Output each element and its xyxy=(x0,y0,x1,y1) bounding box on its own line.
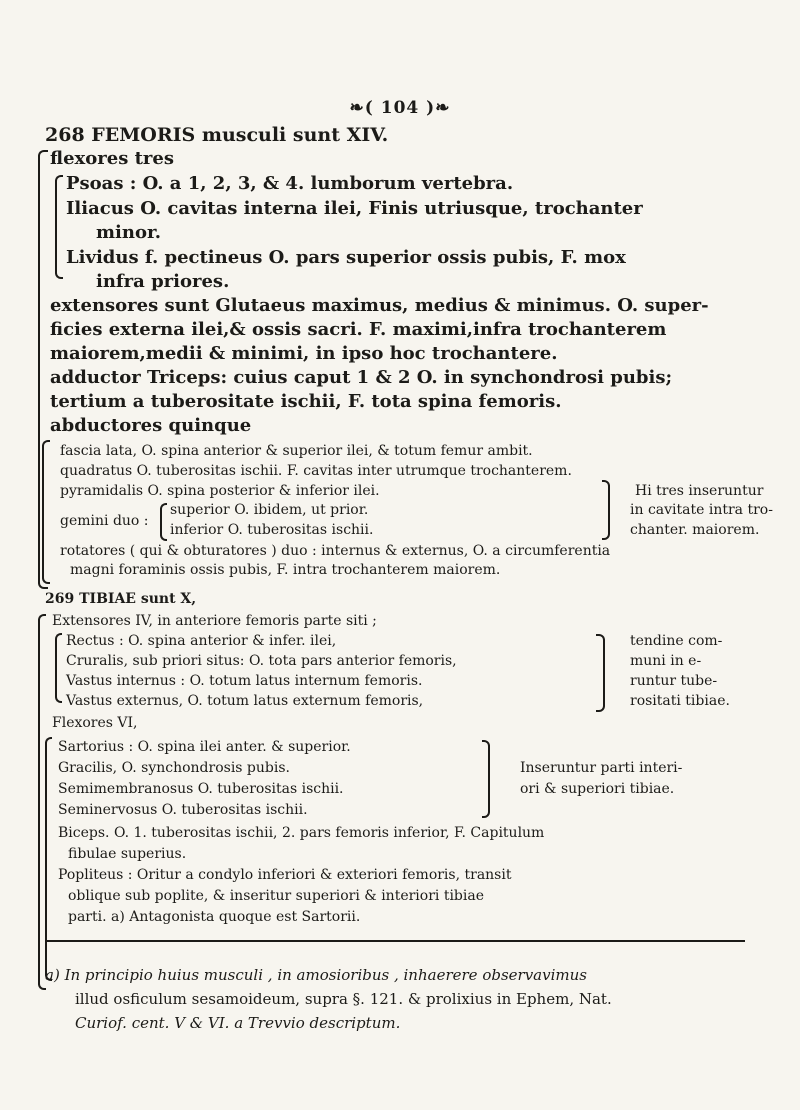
running-head: 268 FEMORIS musculi sunt XIV. xyxy=(45,124,389,146)
brace-flexores xyxy=(55,175,63,279)
page-number: ❧( 104 )❧ xyxy=(349,98,451,118)
brace-extensores-tibiae xyxy=(55,633,62,703)
brace-gemini xyxy=(160,503,167,541)
entry-iliacus-cont: minor. xyxy=(96,222,162,243)
extensores-line-3: maiorem,medii & minimi, in ipso hoc trochantere. xyxy=(50,343,558,364)
footnote-line-1: a) In principio huius musculi , in amosioribus , inhaerere observavimus xyxy=(45,966,587,984)
flexores-tibiae: Flexores VI, xyxy=(52,715,138,731)
brace-inseruntur xyxy=(482,740,490,818)
entry-rotatores-cont: magni foraminis ossis pubis, F. intra trochanterem maiorem. xyxy=(70,562,501,578)
entry-seminervosus: Seminervosus O. tuberositas ischii. xyxy=(58,802,308,818)
footnote-rule xyxy=(45,940,745,942)
footnote-line-3: Curiof. cent. V & VI. a Trevvio descriptum. xyxy=(75,1014,401,1032)
extensores-line-1: extensores sunt Glutaeus maximus, medius & minimus. O. super- xyxy=(50,295,709,316)
entry-gracilis: Gracilis, O. synchondrosis pubis. xyxy=(58,760,290,776)
entry-rotatores: rotatores ( qui & obturatores ) duo : internus & externus, O. a circumferentia xyxy=(60,543,611,559)
footnote-line-2: illud osficulum sesamoideum, supra §. 121. & prolixius in Ephem, Nat. xyxy=(75,990,612,1008)
brace-flexores-tibiae xyxy=(45,737,52,981)
entry-biceps: Biceps. O. 1. tuberositas ischii, 2. pars femoris inferior, F. Capitulum xyxy=(58,825,545,841)
entry-sartorius: Sartorius : O. spina ilei anter. & superior. xyxy=(58,739,351,755)
flexores-heading: flexores tres xyxy=(50,148,174,169)
entry-popliteus: Popliteus : Oritur a condylo inferiori & exteriori femoris, transit xyxy=(58,867,512,883)
entry-gemini-inferior: inferior O. tuberositas ischii. xyxy=(170,522,374,538)
abductores-heading: abductores quinque xyxy=(50,415,252,436)
hi-tres-note: Hi tres inseruntur xyxy=(635,483,764,499)
entry-popliteus-cont-1: oblique sub poplite, & inseritur superiori & interiori tibiae xyxy=(68,888,485,904)
entry-semimembranosus: Semimembranosus O. tuberositas ischii. xyxy=(58,781,344,797)
extensores-line-2: ficies externa ilei,& ossis sacri. F. maximi,infra trochanterem xyxy=(50,319,667,340)
brace-tendine xyxy=(596,634,605,712)
brace-abductores xyxy=(42,440,50,584)
adductor-line-2: tertium a tuberositate ischii, F. tota spina femoris. xyxy=(50,391,562,412)
tendine-note-1: tendine com- xyxy=(630,633,723,649)
extensores-tibiae: Extensores IV, in anteriore femoris parte siti ; xyxy=(52,613,377,629)
gemini-label: gemini duo : xyxy=(60,513,149,529)
section-269-heading: 269 TIBIAE sunt X, xyxy=(45,591,197,607)
inseruntur-note-1: Inseruntur parti interi- xyxy=(520,760,683,776)
entry-vastus-externus: Vastus externus, O. totum latus externum femoris, xyxy=(66,693,424,709)
brace-gemini-right xyxy=(602,480,610,540)
entry-lividus-cont: infra priores. xyxy=(96,271,230,292)
entry-vastus-internus: Vastus internus : O. totum latus internum femoris. xyxy=(66,673,423,689)
cavitate-note: in cavitate intra tro- xyxy=(630,502,773,518)
entry-psoas: Psoas : O. a 1, 2, 3, & 4. lumborum vertebra. xyxy=(66,173,514,194)
entry-fascia: fascia lata, O. spina anterior & superior ilei, & totum femur ambit. xyxy=(60,443,533,459)
entry-rectus: Rectus : O. spina anterior & infer. ilei, xyxy=(66,633,337,649)
entry-popliteus-cont-2: parti. a) Antagonista quoque est Sartorii. xyxy=(68,909,361,925)
entry-pyramidalis: pyramidalis O. spina posterior & inferior ilei. xyxy=(60,483,380,499)
entry-quadratus: quadratus O. tuberositas ischii. F. cavitas inter utrumque trochanterem. xyxy=(60,463,572,479)
entry-cruralis: Cruralis, sub priori situs: O. tota pars anterior femoris, xyxy=(66,653,457,669)
chanter-note: chanter. maiorem. xyxy=(630,522,760,538)
entry-lividus: Lividus f. pectineus O. pars superior ossis pubis, F. mox xyxy=(66,247,626,268)
entry-iliacus: Iliacus O. cavitas interna ilei, Finis utriusque, trochanter xyxy=(66,198,643,219)
tendine-note-3: runtur tube- xyxy=(630,673,718,689)
inseruntur-note-2: ori & superiori tibiae. xyxy=(520,781,675,797)
adductor-line-1: adductor Triceps: cuius caput 1 & 2 O. in synchondrosi pubis; xyxy=(50,367,673,388)
tendine-note-2: muni in e- xyxy=(630,653,702,669)
entry-biceps-cont: fibulae superius. xyxy=(68,846,187,862)
entry-gemini-superior: superior O. ibidem, ut prior. xyxy=(170,502,369,518)
tendine-note-4: rositati tibiae. xyxy=(630,693,730,709)
